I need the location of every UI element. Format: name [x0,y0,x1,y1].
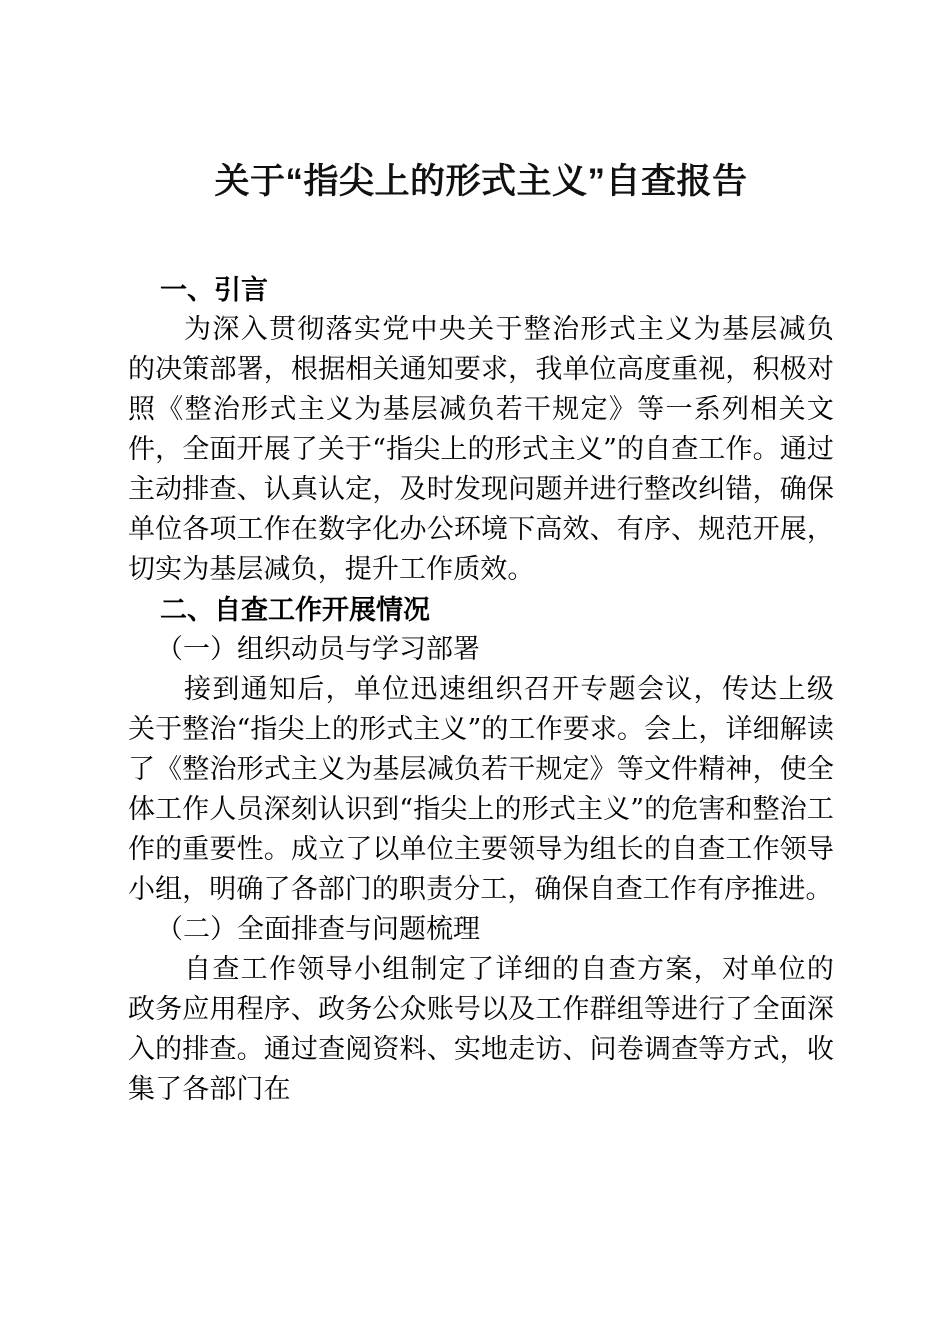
section-1-paragraph-1: 为深入贯彻落实党中央关于整治形式主义为基层减负的决策部署，根据相关通知要求，我单位高度重视，积极对照《整治形式主义为基层减负若干规定》等一系列相关文件，全面开展了关于“指尖上的形式主义”的自查工作。通过主动排查、认真认定，及时发现问题并进行整改纠错，确保单位各项工作在数字化办公环境下高效、有序、规范开展，切实为基层减负，提升工作质效。 [128,314,834,585]
section-heading-2: 二、自查工作开展情况 [160,595,430,625]
document-content [128,0,834,1110]
subsection-heading-2-2: （二）全面排查与问题梳理 [156,914,480,945]
subsection-2-2-paragraph-1: 自查工作领导小组制定了详细的自查方案，对单位的政务应用程序、政务公众账号以及工作群组等进行了全面深入的排查。通过查阅资料、实地走访、问卷调查等方式，收集了各部门在 [128,954,834,1105]
page-title: 关于“指尖上的形式主义”自查报告 [214,162,748,201]
subsection-heading-2-1: （一）组织动员与学习部署 [156,634,480,665]
section-heading-1: 一、引言 [160,275,268,305]
subsection-2-1-paragraph-1: 接到通知后，单位迅速组织召开专题会议，传达上级关于整治“指尖上的形式主义”的工作要求。会上，详细解读了《整治形式主义为基层减负若干规定》等文件精神，使全体工作人员深刻认识到“指尖上的形式主义”的危害和整治工作的重要性。成立了以单位主要领导为组长的自查工作领导小组，明确了各部门的职责分工，确保自查工作有序推进。 [128,674,834,905]
